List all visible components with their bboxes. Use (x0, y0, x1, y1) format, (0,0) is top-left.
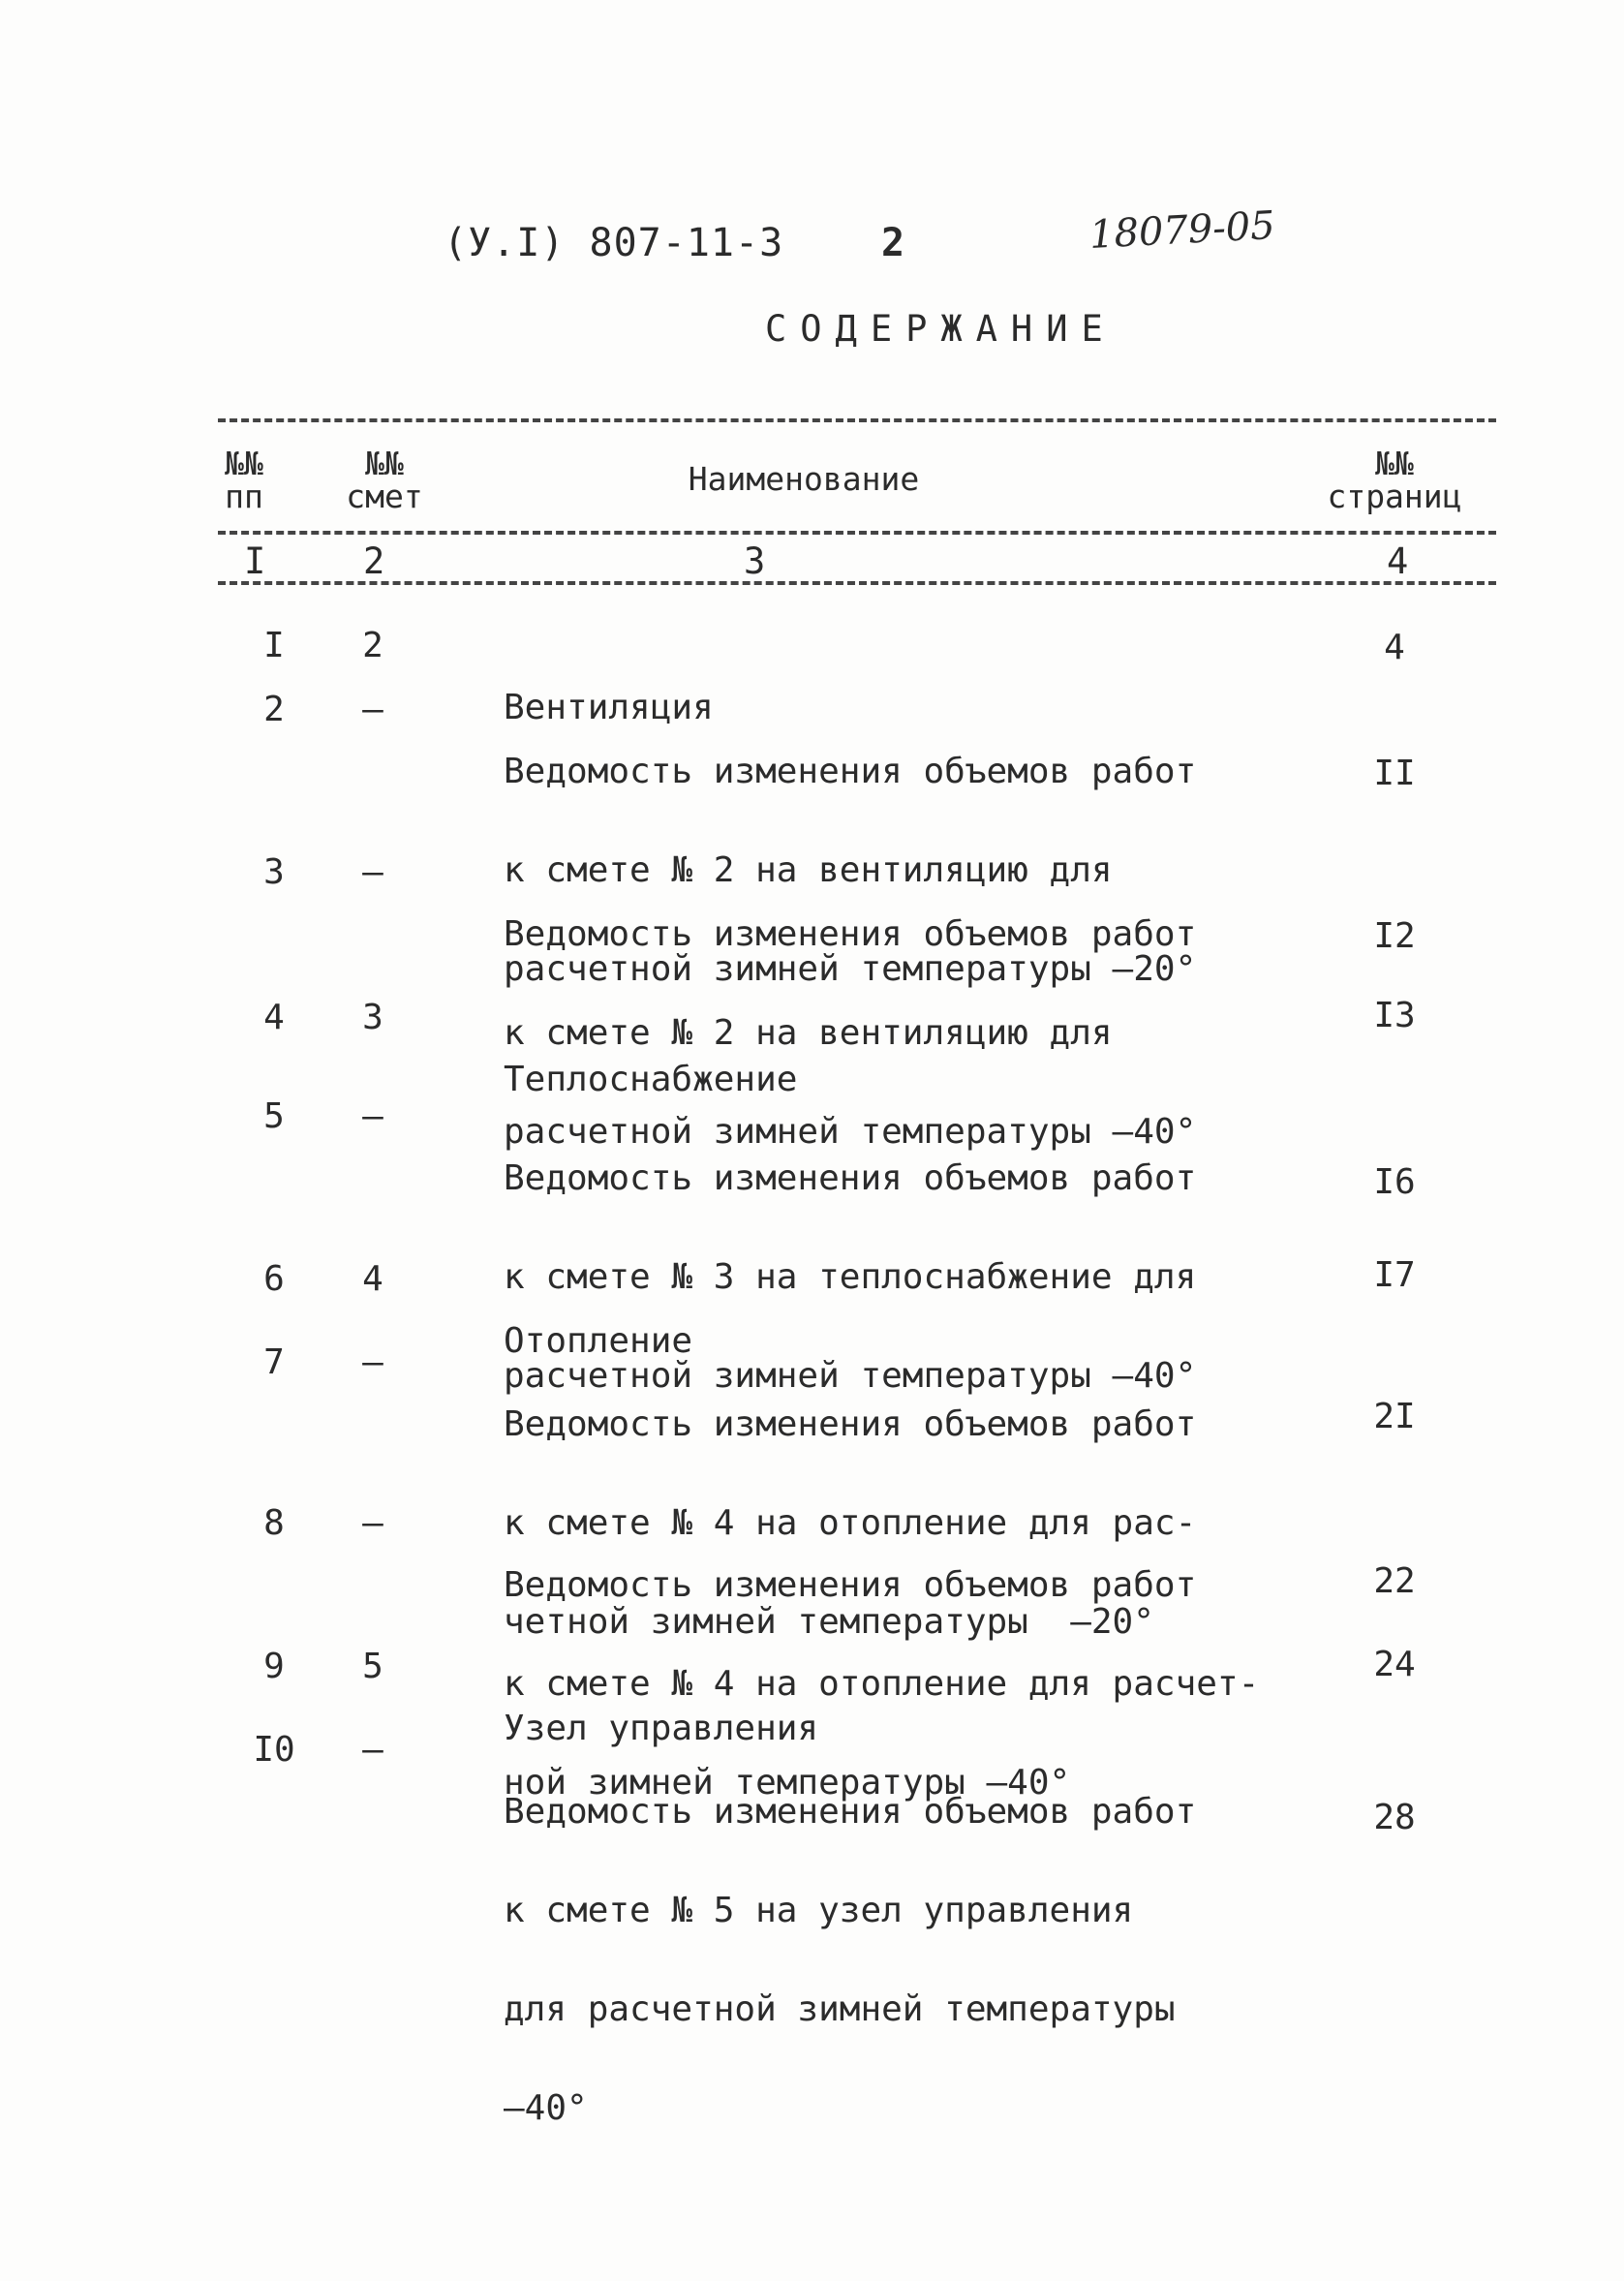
column-header-estimate-line1: №№ (365, 445, 404, 482)
row-name-line: –40° (504, 2088, 588, 2128)
row-name-line: Отопление (504, 1321, 693, 1361)
row-name-line: Ведомость изменения объемов работ (504, 752, 1197, 791)
row-name-line: расчетной зимней температуры –40° (504, 1356, 1197, 1396)
row-name-line: расчетной зимней температуры –20° (504, 949, 1197, 989)
row-estimate: 3 (362, 998, 383, 1037)
row-estimate: 5 (362, 1647, 383, 1686)
row-name-line: к смете № 5 на узел управления (504, 1891, 1134, 1930)
row-page: 2I (1373, 1397, 1416, 1436)
row-name (504, 1730, 1196, 2191)
handwritten-number: 18079-05 (1088, 203, 1276, 258)
row-estimate: – (362, 1730, 383, 1770)
row-name-line: Ведомость изменения объемов работ (504, 1565, 1197, 1605)
column-header-pages-line2: страниц (1327, 478, 1462, 515)
row-page: 22 (1373, 1561, 1416, 1601)
row-number: 6 (263, 1259, 285, 1299)
column-number-1: I (244, 540, 266, 582)
row-number: I0 (253, 1730, 295, 1770)
row-name-line: к смете № 4 на отопление для расчет- (504, 1664, 1260, 1704)
row-number: 2 (263, 690, 285, 729)
column-header-pages-line1: №№ (1375, 445, 1414, 482)
row-name-line: к смете № 2 на вентиляцию для (504, 850, 1113, 890)
row-name-line: Ведомость изменения объемов работ (504, 914, 1197, 954)
row-estimate: – (362, 1342, 383, 1382)
row-number: I (263, 626, 285, 665)
row-page: 28 (1373, 1798, 1416, 1837)
page-title: СОДЕРЖАНИЕ (765, 308, 1117, 350)
row-page: II (1373, 754, 1416, 793)
page-number: 2 (881, 221, 905, 265)
row-estimate: 4 (362, 1259, 383, 1299)
column-header-estimate (341, 447, 428, 513)
column-header-num-line1: №№ (225, 445, 263, 482)
row-name-line: к смете № 3 на теплоснабжение для (504, 1257, 1197, 1297)
row-number: 8 (263, 1503, 285, 1543)
row-page: I6 (1373, 1162, 1416, 1202)
header-rule (218, 531, 1496, 535)
row-name-line: Ведомость изменения объемов работ (504, 1404, 1197, 1444)
row-number: 4 (263, 998, 285, 1037)
row-name-line: Теплоснабжение (504, 1060, 798, 1099)
row-estimate: – (362, 690, 383, 729)
row-page: I7 (1373, 1255, 1416, 1295)
row-page: I3 (1373, 996, 1416, 1035)
row-page: 4 (1384, 628, 1405, 667)
row-number: 9 (263, 1647, 285, 1686)
row-name-line: Ведомость изменения объемов работ (504, 1792, 1197, 1832)
row-name-line: ной зимней температуры –40° (504, 1763, 1071, 1803)
row-name-line: Узел управления (504, 1709, 819, 1748)
row-name-line: к смете № 2 на вентиляцию для (504, 1013, 1113, 1053)
column-number-4: 4 (1387, 540, 1409, 582)
row-estimate: – (362, 1096, 383, 1136)
column-header-name: Наименование (688, 460, 920, 498)
row-page: I2 (1373, 916, 1416, 956)
top-rule (218, 418, 1496, 422)
row-number: 5 (263, 1096, 285, 1136)
row-name-line: четной зимней температуры –20° (504, 1602, 1154, 1642)
row-name-line: расчетной зимней температуры –40° (504, 1112, 1197, 1152)
row-name-line: Вентиляция (504, 688, 714, 727)
row-estimate: 2 (362, 626, 383, 665)
row-number: 7 (263, 1342, 285, 1382)
row-name-line: Ведомость изменения объемов работ (504, 1158, 1197, 1198)
row-estimate: – (362, 852, 383, 892)
column-header-pages (1317, 447, 1472, 513)
column-header-num (215, 447, 273, 513)
row-number: 3 (263, 852, 285, 892)
column-number-3: 3 (744, 540, 766, 582)
column-header-estimate-line2: смет (346, 478, 423, 515)
row-page: 24 (1373, 1645, 1416, 1684)
row-name-line: к смете № 4 на отопление для рас- (504, 1503, 1197, 1543)
column-number-2: 2 (363, 540, 385, 582)
column-header-num-line2: пп (225, 478, 263, 515)
numbers-rule (218, 581, 1496, 585)
row-name-line: для расчетной зимней температуры (504, 1989, 1176, 2029)
row-estimate: – (362, 1503, 383, 1543)
document-code: (У.I) 807-11-3 (444, 221, 784, 265)
